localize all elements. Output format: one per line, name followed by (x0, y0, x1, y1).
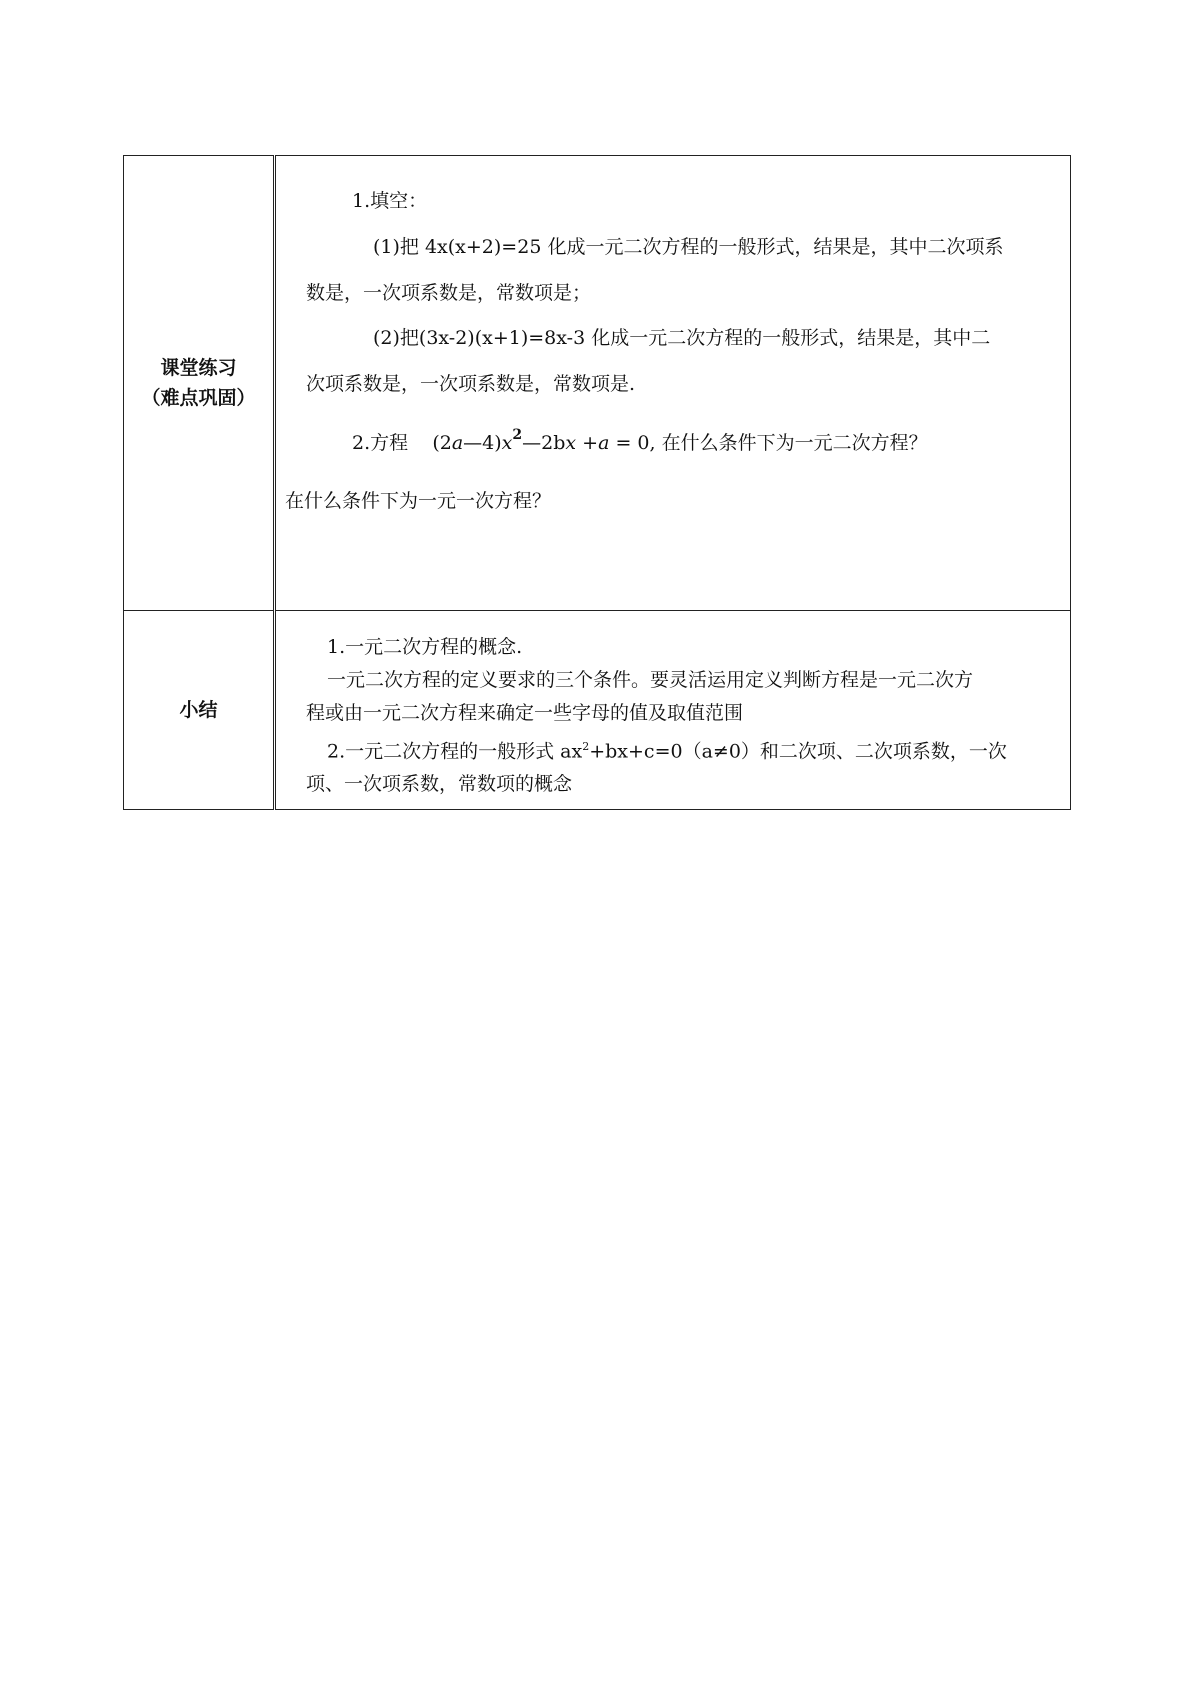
q2-eq-open: (2 (432, 432, 452, 454)
summary-label: 小结 (179, 699, 218, 721)
q2-eq-mid: —2b (522, 432, 566, 454)
q1-part2-line1: (2)把(3x-2)(x+1)=8x-3 化成一元二次方程的一般形式，结果是，其中二 (373, 327, 991, 349)
table-row-practice (124, 156, 1071, 611)
q2-eq-exp: 2 (512, 426, 523, 443)
practice-label-line2: （难点巩固） (141, 387, 256, 409)
q1-part1-line1: (1)把 4x(x+2)=25 化成一元二次方程的一般形式，结果是，其中二次项系 (373, 236, 1004, 258)
q2-eq-a2: a (598, 432, 610, 454)
q2-question1: 在什么条件下为一元二次方程？ (661, 432, 928, 454)
practice-label-line1: 课堂练习 (160, 357, 237, 379)
practice-label-cell (124, 156, 275, 611)
q2-question2: 在什么条件下为一元一次方程？ (285, 490, 552, 512)
summary-item-3-pre: 2.一元二次方程的一般形式 ax (327, 740, 583, 763)
q1-part1-line2: 数是，一次项系数是，常数项是； (306, 282, 592, 304)
summary-item-3-cont: 项、一次项系数，常数项的概念 (306, 773, 573, 796)
q2-eq-plus: + (582, 432, 599, 454)
summary-item-3-sup: 2 (582, 740, 590, 753)
summary-content-cell (275, 611, 1071, 810)
table-row-summary (124, 611, 1071, 810)
summary-item-1: 1.一元二次方程的概念. (327, 636, 523, 658)
q2-eq-end: = 0, (615, 432, 656, 454)
q2-eq-x1: x (501, 432, 513, 454)
lesson-table (123, 155, 1071, 810)
practice-content-cell (275, 156, 1071, 611)
practice-body (276, 156, 1070, 610)
summary-item-2: 一元二次方程的定义要求的三个条件。要灵活运用定义判断方程是一元二次方 (327, 669, 974, 691)
summary-label-cell (124, 611, 275, 810)
q2-prefix: 2.方程 (352, 432, 409, 454)
summary-item-2-cont: 程或由一元二次方程来确定一些字母的值及取值范围 (306, 702, 744, 724)
q2-eq-x2: x (565, 432, 577, 454)
q1-part2-line2: 次项系数是，一次项系数是，常数项是. (306, 373, 636, 395)
q2-line (352, 428, 928, 455)
q1-title: 1.填空： (352, 190, 428, 212)
summary-item-3 (306, 730, 1056, 768)
q2-eq-minus4: —4) (463, 432, 502, 454)
summary-body (276, 611, 1070, 801)
q2-eq-a1: a (451, 432, 464, 454)
summary-item-3-post: +bx+c=0（a≠0）和二次项、二次项系数，一次 (589, 740, 1007, 763)
